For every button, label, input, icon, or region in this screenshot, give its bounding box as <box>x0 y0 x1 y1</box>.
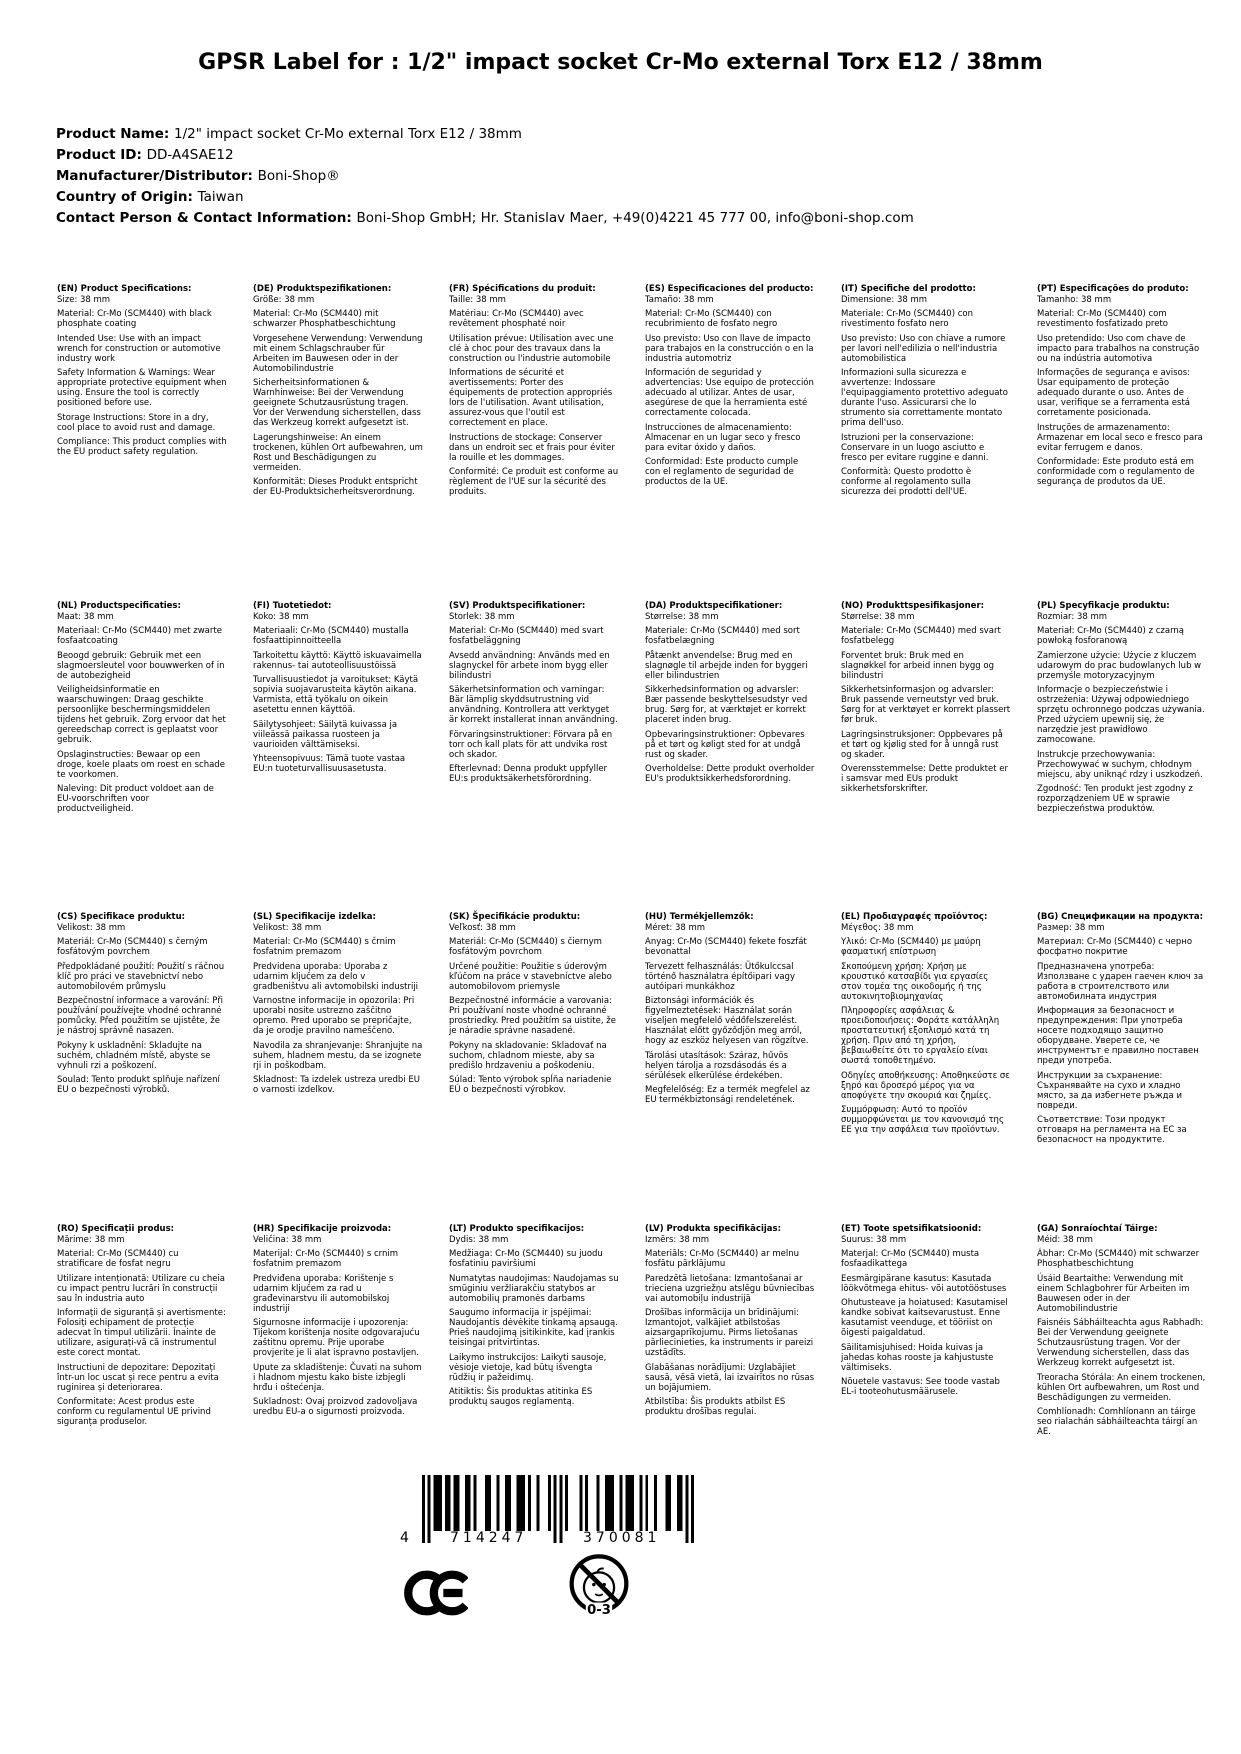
block-paragraph: Υλικό: Cr-Mo (SCM440) με μαύρη φασματική επίστρωση <box>841 937 981 957</box>
block-paragraph: Úsáid Beartaithe: Verwendung mit einem Schlagbohrer für Arbeiten im Bauwesen oder in der Automobilindustrie <box>1037 1273 1190 1314</box>
block-paragraph: Material: Cr-Mo (SCM440) with black phosphate coating <box>57 309 212 329</box>
block-paragraph: Ohutusteave ja hoiatused: Kasutamisel kandke sobivat kaitsevarustust. Enne kasutamist veenduge, et tööriist on õigesti paigaldatud. <box>841 1298 1008 1338</box>
block-paragraph: Předpokládané použití: Použití s ráčnou klíč pro práci ve stavebnictví nebo automobilovém průmyslu <box>57 961 225 992</box>
language-block-pt <box>1037 284 1233 601</box>
block-paragraph: Faisnéis Sábháilteachta agus Rabhadh: Bei der Verwendung geeignete Schutzausrüstung tragen. Vor der Verwendung sicherstellen, dass das Werkzeug korrekt aufgesetzt ist. <box>1037 1318 1204 1368</box>
block-title-fi: (FI) Tuotetiedot: <box>253 601 332 611</box>
block-paragraph: Forventet bruk: Bruk med en slagnøkkel for arbeid innen bygg og bilindustri <box>841 650 994 681</box>
block-paragraph: Materiał: Cr-Mo (SCM440) z czarną powłoką fosforanową <box>1037 626 1185 646</box>
block-paragraph: Sicherheitsinformationen & Warnhinweise: Bei der Verwendung geeignete Schutzausrüstung tragen. Vor der Verwendung sicherstellen, dass das Werkzeug korrekt aufgesetzt ist. <box>253 378 421 428</box>
language-block-cs <box>57 912 253 1224</box>
language-block-en <box>57 284 253 601</box>
block-title-cs: (CS) Specifikace produktu: <box>57 912 186 922</box>
block-paragraph: Materiale: Cr-Mo (SCM440) med svart fosfatbelegg <box>841 626 1001 646</box>
block-paragraph: Инструкции за съхранение: Съхранявайте на сухо и хладно място, за да избегнете ръжда и повреди. <box>1037 1070 1182 1111</box>
block-paragraph: Size: 38 mm <box>57 294 111 305</box>
block-paragraph: Material: Cr-Mo (SCM440) com revestimento fosfatizado preto <box>1037 309 1169 329</box>
block-paragraph: Biztonsági információk és figyelmeztetések: Használat során viseljen megfelelő védőfelszerelést. Használat előtt győződjön meg arról, hogy az eszköz helyesen van rögzítve. <box>645 996 809 1046</box>
block-paragraph: Informații de siguranță și avertismente: Folosiți echipament de protecție adecvat în timpul utilizării. Înainte de utilizare, asigurați-vă că instrumentul este corect montat. <box>57 1308 226 1358</box>
block-title-it: (IT) Specifiche del prodotto: <box>841 284 976 294</box>
block-paragraph: Matériau: Cr-Mo (SCM440) avec revêtement phosphaté noir <box>449 309 584 329</box>
ean13-barcode <box>392 1475 702 1561</box>
block-paragraph: Treoracha Stórála: An einem trockenen, kühlen Ort aufbewahren, um Rost und Beschädigungen zu vermeiden. <box>1037 1372 1206 1403</box>
block-paragraph: Material: Cr-Mo (SCM440) mit schwarzer Phosphatbeschichtung <box>253 309 396 329</box>
age-warning-text: 0-3 <box>587 1602 611 1618</box>
block-paragraph: Предназначена употреба: Използване с ударен гаечен ключ за работа в строителството или автомобилната индустрия <box>1037 961 1204 1002</box>
product-info-line <box>56 145 914 166</box>
block-paragraph: Anyag: Cr-Mo (SCM440) fekete foszfát bevonattal <box>645 937 807 957</box>
product-info-line <box>56 208 914 229</box>
block-paragraph: Glabāšanas norādījumi: Uzglabājiet sausā, vēsā vietā, lai izvairītos no rūsas un bojājumiem. <box>645 1362 815 1393</box>
block-paragraph: Förvaringsinstruktioner: Förvara på en torr och kall plats för att undvika rost och skador. <box>449 729 613 760</box>
block-paragraph: Overholdelse: Dette produkt overholder EU's produktsikkerhedsforordning. <box>645 764 815 784</box>
block-paragraph: Συμμόρφωση: Αυτό το προϊόν συμμορφώνεται με τον κανονισμό της ΕΕ για την ασφάλεια των προϊόντων. <box>841 1105 1004 1135</box>
block-paragraph: Instructiuni de depozitare: Depozitați într-un loc uscat și rece pentru a evita ruginirea și deteriorarea. <box>57 1362 219 1393</box>
block-paragraph: Größe: 38 mm <box>253 294 315 305</box>
block-paragraph: Beoogd gebruik: Gebruik met een slagmoersleutel voor bouwwerken of in de autobezigheid <box>57 650 225 681</box>
block-title-lt: (LT) Produkto specifikacijos: <box>449 1224 585 1234</box>
block-paragraph: Uso pretendido: Uso com chave de impacto para trabalhos na construção ou na indústria automotiva <box>1037 333 1200 364</box>
block-title-sk: (SK) Špecifikácie produktu: <box>449 912 581 922</box>
language-block-hr <box>253 1224 449 1442</box>
block-paragraph: Informations de sécurité et avertissements: Porter des équipements de protection appropriés lors de l'utilisation. Avant utilisation, assurez-vous que l'outil est correctement en place. <box>449 368 613 428</box>
block-title-es: (ES) Especificaciones del producto: <box>645 284 814 294</box>
block-paragraph: Utilisation prévue: Utilisation avec une clé à choc pour des travaux dans la construction ou l'industrie automobile <box>449 333 614 364</box>
block-title-fr: (FR) Spécifications du produit: <box>449 284 596 294</box>
block-paragraph: Информация за безопасност и предупреждения: При употреба носете подходящо защитно оборудване. Уверете се, че инструментът е правилно поставен преди употреба. <box>1037 1006 1199 1066</box>
language-block-de <box>253 284 449 601</box>
block-paragraph: Materiaali: Cr-Mo (SCM440) mustalla fosfaattipinnoitteella <box>253 626 409 646</box>
ce-mark-icon <box>404 1568 468 1618</box>
block-paragraph: Informacje o bezpieczeństwie i ostrzeżenia: Używaj odpowiedniego sprzętu ochronnego podczas używania. Przed użyciem upewnij się, że narzędzie jest prawidłowo zamocowane. <box>1037 685 1205 745</box>
block-title-no: (NO) Produkttspesifikasjoner: <box>841 601 985 611</box>
block-title-pt: (PT) Especificações do produto: <box>1037 284 1189 294</box>
language-block-bg <box>1037 912 1233 1224</box>
block-paragraph: Instrucciones de almacenamiento: Almacenar en un lugar seco y fresco para evitar óxido y daños. <box>645 422 801 453</box>
block-paragraph: Atbilstība: Šis produkts atbilst ES produktu drošības regulai. <box>645 1397 786 1417</box>
language-block-no <box>841 601 1037 912</box>
block-paragraph: Påtænkt anvendelse: Brug med en slagnøgle til arbejde inden for byggeri eller bilindustrien <box>645 650 808 681</box>
block-paragraph: Instrukcje przechowywania: Przechowywać w suchym, chłodnym miejscu, aby uniknąć rdzy i uszkodzeń. <box>1037 749 1203 780</box>
block-paragraph: Dimensione: 38 mm <box>841 294 928 305</box>
language-block-el <box>841 912 1037 1224</box>
block-title-et: (ET) Toote spetsifikatsioonid: <box>841 1224 982 1234</box>
block-title-en: (EN) Product Specifications: <box>57 284 192 294</box>
block-paragraph: Soulad: Tento produkt splňuje nařízení EU o bezpečnosti výrobků. <box>57 1075 220 1095</box>
page-title: GPSR Label for : 1/2" impact socket Cr-Mo external Torx E12 / 38mm <box>198 50 1043 75</box>
block-paragraph: Pokyny k uskladnění: Skladujte na suchém, chladném místě, abyste se vyhnuli rzi a poškození. <box>57 1040 211 1071</box>
block-paragraph: Méret: 38 mm <box>645 922 706 933</box>
product-info-value: Boni-Shop® <box>257 168 340 184</box>
block-paragraph: Paredzētā lietošana: Izmantošanai ar trieciena uzgriežņu atslēgu būvniecības vai automobiļu industrijā <box>645 1273 815 1304</box>
block-paragraph: Materiál: Cr-Mo (SCM440) s čiernym fosfátovým povrchom <box>449 937 602 957</box>
block-paragraph: Méid: 38 mm <box>1037 1234 1093 1245</box>
block-title-sv: (SV) Produktspecifikationer: <box>449 601 586 611</box>
block-paragraph: Informazioni sulla sicurezza e avvertenze: Indossare l'equipaggiamento protettivo adeguato durante l'uso. Assicurarsi che lo strumento sia correttamente montato prima dell'uso. <box>841 368 1008 428</box>
block-paragraph: Turvallisuustiedot ja varoitukset: Käytä sopivia suojavarusteita käytön aikana. Varmista, että työkalu on oikein asetettu ennen käyttöä. <box>253 675 419 715</box>
block-paragraph: Megfelelőség: Ez a termék megfelel az EU termékbiztonsági rendeletének. <box>645 1085 810 1105</box>
product-info-line <box>56 124 914 145</box>
block-paragraph: Materiaal: Cr-Mo (SCM440) met zwarte fosfaatcoating <box>57 626 222 646</box>
language-block-lt <box>449 1224 645 1442</box>
block-title-de: (DE) Produktspezifikationen: <box>253 284 392 294</box>
block-paragraph: Tervezett felhasználás: Ütőkulccsal történő használatra építőipari vagy autóipari munkákhoz <box>645 961 795 992</box>
block-paragraph: Material: Cr-Mo (SCM440) cu stratificare de fosfat negru <box>57 1249 179 1269</box>
language-block-sl <box>253 912 449 1224</box>
product-info-label: Country of Origin: <box>56 189 198 205</box>
block-paragraph: Súlad: Tento výrobok spĺňa nariadenie EÚ o bezpečnosti výrobkov. <box>449 1075 612 1095</box>
block-paragraph: Sikkerhedsinformation og advarsler: Bær passende beskyttelsesudstyr ved brug. Sørg for, at værktøjet er korrekt placeret inden brug. <box>645 685 808 725</box>
product-info-label: Contact Person & Contact Information: <box>56 210 357 226</box>
block-paragraph: Οδηγίες αποθήκευσης: Αποθηκεύστε σε ξηρό και δροσερό μέρος για να αποφύγετε την σκουριά και ζημίες. <box>841 1070 1010 1101</box>
block-paragraph: Σκοπούμενη χρήση: Χρήση με κρουστικό κατσαβίδι για εργασίες στον τομέα της οικοδομής ή της αυτοκινητοβιομηχανίας <box>841 961 989 1002</box>
barcode-digits-left: 714247 <box>450 1530 528 1546</box>
block-paragraph: Comhlíonadh: Comhlíonann an táirge seo rialachán sábháilteachta táirgí an AE. <box>1037 1407 1198 1437</box>
language-block-hu <box>645 912 841 1224</box>
block-paragraph: Veiligheidsinformatie en waarschuwingen: Draag geschikte persoonlijke beschermingsmiddelen tijdens het gebruik. Zorg ervoor dat het gereedschap correct is geplaatst voor gebruik. <box>57 685 226 745</box>
block-paragraph: Velikost: 38 mm <box>57 922 126 933</box>
block-paragraph: Intended Use: Use with an impact wrench for construction or automotive industry work <box>57 333 221 364</box>
block-paragraph: Istruzioni per la conservazione: Conservare in un luogo asciutto e fresco per evitare ruggine e danni. <box>841 432 989 463</box>
block-paragraph: Maat: 38 mm <box>57 611 114 622</box>
block-paragraph: Lagerungshinweise: An einem trockenen, kühlen Ort aufbewahren, um Rost und Beschädigungen zu vermeiden. <box>253 432 423 473</box>
block-title-hu: (HU) Termékjellemzők: <box>645 912 754 922</box>
block-title-el: (EL) Προδιαγραφές προϊόντος: <box>841 912 988 922</box>
block-paragraph: Atitiktis: Šis produktas atitinka ES produktų saugos reglamentą. <box>449 1387 593 1407</box>
block-paragraph: Bezpečnostní informace a varování: Při používání používejte vhodné ochranné pomůcky. Před použitím se ujistěte, že je nástroj správně nasazen. <box>57 996 224 1036</box>
language-block-nl <box>57 601 253 912</box>
block-paragraph: Yhteensopivuus: Tämä tuote vastaa EU:n tuoteturvallisuusasetusta. <box>253 754 406 774</box>
product-info-line <box>56 187 914 208</box>
block-paragraph: Instructions de stockage: Conserver dans un endroit sec et frais pour éviter la rouille et les dommages. <box>449 432 615 463</box>
block-paragraph: Tamaño: 38 mm <box>645 294 714 305</box>
language-block-ro <box>57 1224 253 1442</box>
block-paragraph: Съответствие: Този продукт отговаря на регламента на ЕС за безопасност на продуктите. <box>1037 1115 1187 1145</box>
age-warning-0-3-icon <box>566 1552 632 1638</box>
block-paragraph: Conformità: Questo prodotto è conforme al regolamento sulla sicurezza dei prodotti dell'UE. <box>841 467 972 497</box>
block-paragraph: Tamanho: 38 mm <box>1037 294 1112 305</box>
language-block-it <box>841 284 1037 601</box>
block-paragraph: Informações de segurança e avisos: Usar equipamento de proteção adequado durante o uso. Antes de usar, verifique se a ferramenta está corretamente posicionada. <box>1037 368 1191 418</box>
block-paragraph: Izmērs: 38 mm <box>645 1234 710 1245</box>
language-block-pl <box>1037 601 1233 912</box>
block-paragraph: Predvidena uporaba: Uporaba z udarnim ključem za delo v gradbeništvu ali avtomobilski industriji <box>253 961 419 992</box>
block-paragraph: Veličina: 38 mm <box>253 1234 322 1245</box>
language-block-sv <box>449 601 645 912</box>
product-info-value: Boni-Shop GmbH; Hr. Stanislav Maer, +49(0)4221 45 777 00, info@boni-shop.com <box>356 210 914 226</box>
block-paragraph: Sigurnosne informacije i upozorenja: Tijekom korištenja nosite odgovarajuću zaštitnu opremu. Prije uporabe provjerite je li alat ispravno postavljen. <box>253 1318 420 1358</box>
block-paragraph: Μέγεθος: 38 mm <box>841 922 914 933</box>
block-paragraph: Ábhar: Cr-Mo (SCM440) mit schwarzer Phosphatbeschichtung <box>1037 1249 1200 1269</box>
block-paragraph: Navodila za shranjevanje: Shranjujte na suhem, hladnem mestu, da se izognete rji in poškodbam. <box>253 1040 423 1071</box>
block-paragraph: Suurus: 38 mm <box>841 1234 907 1245</box>
block-paragraph: Conformidade: Este produto está em conformidade com o regulamento de segurança de produtos da UE. <box>1037 457 1195 487</box>
block-paragraph: Material: Cr-Mo (SCM440) con recubrimiento de fosfato negro <box>645 309 778 329</box>
block-paragraph: Numatytas naudojimas: Naudojamas su smūginiu veržliarakčiu statybos ar automobilių pramonės darbams <box>449 1273 619 1304</box>
block-paragraph: Instruções de armazenamento: Armazenar em local seco e fresco para evitar ferrugem e danos. <box>1037 422 1203 453</box>
block-paragraph: Mărime: 38 mm <box>57 1234 125 1245</box>
block-paragraph: Varnostne informacije in opozorila: Pri uporabi nosite ustrezno zaščitno opremo. Pred uporabo se prepričajte, da je orodje pravilno nameščeno. <box>253 996 415 1036</box>
block-paragraph: Overensstemmelse: Dette produktet er i samsvar med EUs produkt sikkerhetsforskrifter. <box>841 764 1008 794</box>
block-title-hr: (HR) Specifikacije proizvoda: <box>253 1224 392 1234</box>
block-paragraph: Avsedd användning: Används med en slagnyckel för arbete inom bygg eller bilindustri <box>449 650 610 681</box>
block-paragraph: Storlek: 38 mm <box>449 611 515 622</box>
block-title-ro: (RO) Specificații produs: <box>57 1224 175 1234</box>
block-paragraph: Koko: 38 mm <box>253 611 309 622</box>
block-paragraph: Säkerhetsinformation och varningar: Bär lämplig skyddsutrustning vid användning. Kontrollera att verktyget är korrekt installerat innan användning. <box>449 685 618 725</box>
block-title-pl: (PL) Specyfikacje produktu: <box>1037 601 1170 611</box>
block-paragraph: Zgodność: Ten produkt jest zgodny z rozporządzeniem UE w sprawie bezpieczeństwa produktów. <box>1037 784 1193 814</box>
block-paragraph: Drošības informācija un brīdinājumi: Izmantojot, valkājiet atbilstošas aizsargaprīkojumu. Pirms lietošanas pārliecinieties, ka instruments ir pareizi uzstādīts. <box>645 1308 814 1358</box>
language-block-es <box>645 284 841 601</box>
block-title-da: (DA) Produktspecifikationer: <box>645 601 783 611</box>
language-block-fr <box>449 284 645 601</box>
block-paragraph: Sikkerhetsinformasjon og advarsler: Bruk passende verneutstyr ved bruk. Sørg for at verktøyet er korrekt plassert før bruk. <box>841 685 1011 725</box>
product-info-value: 1/2" impact socket Cr-Mo external Torx E12 / 38mm <box>174 126 522 142</box>
block-paragraph: Velikost: 38 mm <box>253 922 322 933</box>
block-paragraph: Compliance: This product complies with the EU product safety regulation. <box>57 437 227 457</box>
block-title-nl: (NL) Productspecificaties: <box>57 601 181 611</box>
product-info-label: Product ID: <box>56 147 147 163</box>
block-paragraph: Størrelse: 38 mm <box>841 611 915 622</box>
block-paragraph: Medžiaga: Cr-Mo (SCM440) su juodu fosfatiniu paviršiumi <box>449 1249 603 1269</box>
block-paragraph: Uso previsto: Uso con chiave a rumore per lavori nell'edilizia o nell'industria automobilistica <box>841 333 1006 364</box>
language-block-lv <box>645 1224 841 1442</box>
language-block-da <box>645 601 841 912</box>
block-paragraph: Konformität: Dieses Produkt entspricht der EU-Produktsicherheitsverordnung. <box>253 477 418 497</box>
block-paragraph: Materijal: Cr-Mo (SCM440) s crnim fosfatnim premazom <box>253 1249 399 1269</box>
language-block-ga <box>1037 1224 1233 1442</box>
block-paragraph: Información de seguridad y advertencias: Use equipo de protección adecuado al utilizar. Antes de usar, asegúrese de que la herramienta esté correctamente colocada. <box>645 368 814 418</box>
block-paragraph: Predviđena uporaba: Korištenje s udarnim ključem za rad u građevinarstvu ili automobilskoj industriji <box>253 1273 394 1314</box>
language-blocks-grid <box>57 284 1233 1442</box>
block-paragraph: Eesmärgipärane kasutus: Kasutada löökvõtmega ehitus- või autotööstuses <box>841 1273 1007 1294</box>
block-paragraph: Dydis: 38 mm <box>449 1234 509 1245</box>
block-paragraph: Πληροφορίες ασφάλειας & προειδοποιήσεις: Φοράτε κατάλληλη προστατευτική εξοπλισμό κατά τη χρήση. Πριν από τη χρήση, βεβαιωθείτε ότι το εργαλείο είναι σωστά τοποθετημένο. <box>841 1006 1000 1066</box>
block-paragraph: Laikymo instrukcijos: Laikyti sausoje, vėsioje vietoje, kad būtų išvengta rūdžių ir pažeidimų. <box>449 1352 607 1383</box>
block-paragraph: Rozmiar: 38 mm <box>1037 611 1108 622</box>
block-paragraph: Opbevaringsinstruktioner: Opbevares på et tørt og køligt sted for at undgå rust og skader. <box>645 729 805 760</box>
block-paragraph: Materiale: Cr-Mo (SCM440) med sort fosfatbelægning <box>645 626 800 646</box>
block-paragraph: Tárolási utasítások: Száraz, hűvös helyen tárolja a rozsdásodás és a sérülések elkerülése érdekében. <box>645 1050 789 1081</box>
block-paragraph: Conformidad: Este producto cumple con el reglamento de seguridad de productos de la UE. <box>645 457 799 487</box>
barcode-digits-right: 370081 <box>583 1530 661 1546</box>
block-paragraph: Material: Cr-Mo (SCM440) s črnim fosfatnim premazom <box>253 937 396 957</box>
block-paragraph: Säilitamisjuhised: Hoida kuivas ja jahedas kohas rooste ja kahjustuste vältimiseks. <box>841 1342 994 1373</box>
block-paragraph: Materiāls: Cr-Mo (SCM440) ar melnu fosfātu pārklājumu <box>645 1249 799 1269</box>
block-paragraph: Sukladnost: Ovaj proizvod zadovoljava uredbu EU-a o sigurnosti proizvoda. <box>253 1397 418 1417</box>
block-paragraph: Vorgesehene Verwendung: Verwendung mit einem Schlagschrauber für Arbeiten im Bauwesen oder in der Automobilindustrie <box>253 333 423 374</box>
block-paragraph: Efterlevnad: Denna produkt uppfyller EU:s produktsäkerhetsförordning. <box>449 764 608 784</box>
block-paragraph: Taille: 38 mm <box>449 294 506 305</box>
language-block-sk <box>449 912 645 1224</box>
product-info-value: DD-A4SAE12 <box>146 147 234 163</box>
block-paragraph: Safety Information & Warnings: Wear appropriate protective equipment when using. Ensure the tool is correctly positioned before use. <box>57 368 227 408</box>
block-paragraph: Материал: Cr-Mo (SCM440) с черно фосфатно покритие <box>1037 937 1193 957</box>
block-paragraph: Skladnost: Ta izdelek ustreza uredbi EU o varnosti izdelkov. <box>253 1075 420 1095</box>
block-paragraph: Materiale: Cr-Mo (SCM440) con rivestimento fosfato nero <box>841 309 973 329</box>
block-paragraph: Conformité: Ce produit est conforme au règlement de l'UE sur la sécurité des produits. <box>449 467 619 497</box>
product-info-line <box>56 166 914 187</box>
barcode-digit-first: 4 <box>400 1530 413 1546</box>
block-paragraph: Размер: 38 mm <box>1037 922 1105 933</box>
block-paragraph: Zamierzone użycie: Użycie z kluczem udarowym do prac budowlanych lub w przemyśle motoryzacyjnym <box>1037 650 1202 681</box>
block-title-bg: (BG) Спецификации на продукта: <box>1037 912 1203 922</box>
product-info-label: Product Name: <box>56 126 174 142</box>
block-paragraph: Bezpečnostné informácie a varovania: Pri používaní noste vhodné ochranné prostriedky. Pred použitím sa uistite, že je náradie správne nasadené. <box>449 996 616 1036</box>
block-title-ga: (GA) Sonraíochtaí Táirge: <box>1037 1224 1158 1234</box>
block-paragraph: Uso previsto: Uso con llave de impacto para trabajos en la construcción o en la industria automotriz <box>645 333 814 364</box>
product-info <box>56 124 914 229</box>
block-paragraph: Opslaginstructies: Bewaar op een droge, koele plaats om roest en schade te voorkomen. <box>57 749 225 780</box>
block-paragraph: Upute za skladištenje: Čuvati na suhom i hladnom mjestu kako biste izbjegli hrđu i oštećenja. <box>253 1362 422 1393</box>
product-info-label: Manufacturer/Distributor: <box>56 168 258 184</box>
product-info-value: Taiwan <box>197 189 244 205</box>
block-paragraph: Materjal: Cr-Mo (SCM440) musta fosfaadikattega <box>841 1249 980 1269</box>
block-paragraph: Naleving: Dit product voldoet aan de EU-voorschriften voor productveiligheid. <box>57 784 214 814</box>
block-paragraph: Saugumo informacija ir įspėjimai: Naudojantis dėvėkite tinkamą apsaugą. Prieš naudojimą įsitikinkite, kad įrankis teisingai pritvirtintas. <box>449 1308 618 1348</box>
block-paragraph: Pokyny na skladovanie: Skladovať na suchom, chladnom mieste, aby sa predišlo hrdzaveniu a poškodeniu. <box>449 1040 607 1071</box>
block-paragraph: Lagringsinstruksjoner: Oppbevares på et tørt og kjølig sted for å unngå rust og skader. <box>841 729 1003 760</box>
block-paragraph: Størrelse: 38 mm <box>645 611 719 622</box>
block-paragraph: Nõuetele vastavus: See toode vastab EL-i tooteohutusmäärusele. <box>841 1377 1000 1397</box>
block-paragraph: Veľkosť: 38 mm <box>449 922 516 933</box>
block-title-lv: (LV) Produkta specifikācijas: <box>645 1224 781 1234</box>
language-block-fi <box>253 601 449 912</box>
block-paragraph: Materiál: Cr-Mo (SCM440) s černým fosfátovým povrchem <box>57 937 208 957</box>
block-paragraph: Storage Instructions: Store in a dry, cool place to avoid rust and damage. <box>57 412 216 433</box>
block-title-sl: (SL) Specifikacije izdelka: <box>253 912 376 922</box>
block-paragraph: Conformitate: Acest produs este conform cu regulamentul UE privind siguranța produselor. <box>57 1397 211 1427</box>
block-paragraph: Säilytysohjeet: Säilytä kuivassa ja viileässä paikassa ruosteen ja vaurioiden välttämiseksi. <box>253 719 398 750</box>
block-paragraph: Určené použitie: Použitie s úderovým kľúčom na práce v stavebníctve alebo automobilovom priemysle <box>449 961 612 992</box>
block-paragraph: Material: Cr-Mo (SCM440) med svart fosfatbeläggning <box>449 626 604 646</box>
block-paragraph: Utilizare intenționată: Utilizare cu cheia cu impact pentru lucrări în construcții sau în industria auto <box>57 1273 226 1304</box>
language-block-et <box>841 1224 1037 1442</box>
block-paragraph: Tarkoitettu käyttö: Käyttö iskuavaimella rakennus- tai autoteollisuustöissä <box>253 650 422 671</box>
